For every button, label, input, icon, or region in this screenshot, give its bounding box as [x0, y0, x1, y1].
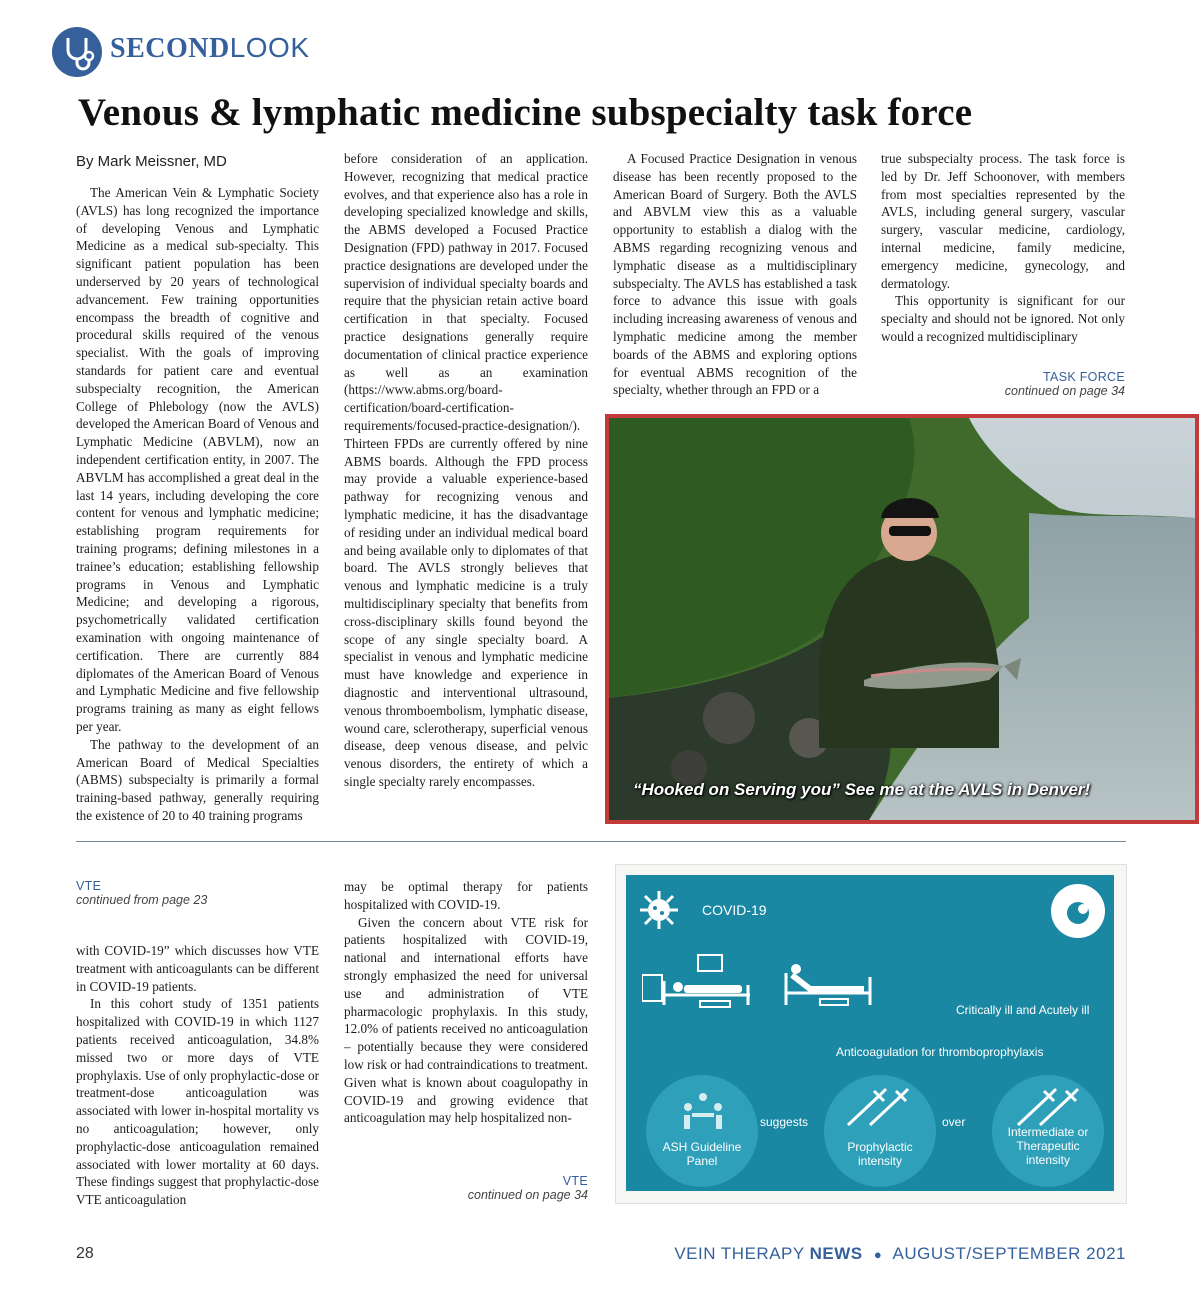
article-paragraph: true subspecialty process. The task force is led by Dr. Jeff Schoonover, with members from most specialties represented by the AVLS, including general surgery, vascular surgery, vascular medicine, cardiology, internal medicine, family medicine, emergency medicine, gynecology, and dermatology.	[881, 151, 1125, 291]
jump-text: continued on page 34	[1004, 384, 1125, 398]
article-paragraph: with COVID-19” which discusses how VTE treatment with anticoagulants can be different in COVID-19 patients.	[76, 943, 319, 994]
byline: By Mark Meissner, MD	[76, 153, 227, 170]
issue-date: AUGUST/SEPTEMBER 2021	[892, 1244, 1126, 1263]
section-label-light: LOOK	[229, 32, 310, 63]
recommendation-label: Anticoagulation for thromboprophylaxis	[836, 1045, 1044, 1059]
section-label-bold: SECOND	[110, 33, 230, 64]
fishing-photo	[605, 414, 1199, 824]
infographic-title: COVID-19	[702, 902, 767, 918]
article-paragraph: before consideration of an application. However, recognizing that medical practice evolves, and that experience also has a role in developing specialized knowledge and skills, the ABMS developed a Focused Practice Designation (FPD) pathway in 2017. Focused practice designations are developed under the supervision of individual specialty boards and require that the physician retain active board certification in that specialty. Focused practice designations generally require documentation of clinical practice experience as well as an examination (https://www.abms.org/board-certification/board-certification-requirements/focused-practice-designation/). Thirteen FPDs are currently offered by nine ABMS boards. Although the FPD process may provide a valuable experience-based pathway for recognizing venous and lymphatic medicine, it has the disadvantage of residing under an individual medical board and being available only to diplomates of that board. The AVLS strongly believes that venous and lymphatic medicine is a truly multidisciplinary specialty that benefits from cross-disciplinary skills found beyond the scope of any single specialty board. A specialist in venous and lymphatic medicine must have knowledge and experience in diagnostic and interventional ultrasound, venous thromboembolism, lymphatic disease, wound care, sclerotherapy, superficial venous disease, deep venous disease, and pelvic venous disorders, the entirety of which a single specialty rarely encompasses.	[344, 151, 588, 789]
panel-label: ASH Guideline Panel	[662, 1140, 742, 1168]
stethoscope-logo-icon	[52, 27, 102, 77]
article-paragraph: The American Vein & Lymphatic Society (AVLS) has long recognized the importance of developing Venous and Lymphatic Medicine as a medical sub-specialty. This significant patient population has been underserved by 20 years of technological advancement. Few training opportunities encompass the breadth of cognitive and procedural skills required of the venous specialist. With the goals of improving standards for patient care and eventual subspecialty recognition, the American College of Phlebology (now the AVLS) developed the American Board of Venous and Lymphatic Medicine (ABVLM), now an independent certification entity, in 2007. The ABVLM has accomplished a great deal in the last 14 years, including developing the core content for venous and lymphatic medicine; establishing program requirements for training programs; defining milestones in a trainee’s education; establishing fellowship programs in Venous and Lymphatic Medicine; and developing a rigorous, psychometrically validated certification examination with ongoing maintenance of certification. There are currently 884 diplomates of the American Board of Venous and Lymphatic Medicine and five fellowship programs training as many as eight fellows per year.	[76, 185, 319, 734]
jump-label: TASK FORCE	[1043, 370, 1125, 384]
article-column-2	[344, 150, 588, 830]
publication-name: VEIN THERAPY	[674, 1244, 810, 1263]
publication-footer	[674, 1244, 1126, 1264]
hospital-bed-icon	[642, 951, 752, 1016]
jump-text: continued from page 23	[76, 893, 208, 907]
vte-from-jump[interactable]	[76, 879, 207, 907]
option-b-label: Intermediate or Therapeutic intensity	[1007, 1125, 1089, 1167]
panel-meeting-icon	[678, 1091, 728, 1136]
section-divider	[76, 841, 1126, 842]
headline: Venous & lymphatic medicine subspecialty task force	[78, 91, 973, 134]
publication-name-bold: NEWS	[809, 1244, 863, 1263]
vte-column-2	[344, 878, 588, 1148]
article-paragraph: A Focused Practice Designation in venous disease has been recently proposed to the American Board of Surgery. Both the AVLS and ABVLM view this as a valuable opportunity to establish a dialog with the ABMS regarding recognizing venous and lymphatic disease as a multidisciplinary subspecialty. The AVLS has established a task force to advance this issue with goals including increasing awareness of venous and lymphatic medicine among the member boards of the ABMS and exploring options for eventual ABMS recognition of the specialty, whether through an FPD or a	[613, 151, 857, 398]
article-paragraph: Given the concern about VTE risk for patients hospitalized with COVID-19, national and international efforts have strongly emphasized the need for universal use and administration of VTE pharmacologic prophylaxis. In this study, 12.0% of patients received no anticoagulation – potentially because they were considered low risk or had contraindications to treatment. Given what is known about coagulopathy in COVID-19 and growing evidence that anticoagulation may help hospitalized non-	[344, 914, 588, 1126]
covid-infographic	[626, 875, 1114, 1191]
over-label: over	[942, 1115, 966, 1129]
article-paragraph: In this cohort study of 1351 patients hospitalized with COVID-19 in which 1127 patients received anticoagulation, 34.8% missed two or more days of VTE prophylaxis. Use of only prophylactic-dose or treatment-dose anticoagulation was associated with lower in-hospital mortality vs no anticoagulation; however, only prophylactic-dose anticoagulation remained associated with lower mortality at 60 days. These findings suggest that prophylactic-dose VTE anticoagulation	[76, 996, 319, 1207]
syringe-icon	[844, 1081, 916, 1134]
article-paragraph: may be optimal therapy for patients hospitalized with COVID-19.	[344, 879, 588, 912]
inclined-bed-icon	[784, 953, 874, 1016]
article-column-1	[76, 184, 319, 829]
virus-icon	[638, 889, 680, 936]
suggests-label: suggests	[760, 1115, 809, 1129]
vte-column-1	[76, 942, 319, 1207]
jump-label: VTE	[562, 1174, 588, 1188]
task-force-jump[interactable]	[1005, 370, 1125, 398]
article-column-3	[613, 150, 857, 400]
jump-label: VTE	[76, 879, 102, 893]
photo-caption: “Hooked on Serving you” See me at the AVLS in Denver!	[633, 780, 1091, 799]
footer-bullet: ●	[873, 1247, 883, 1262]
patients-label: Critically ill and Acutely ill	[956, 1003, 1090, 1017]
article-column-4	[881, 150, 1125, 350]
covid-infographic-frame	[615, 864, 1127, 1204]
article-paragraph: This opportunity is significant for our specialty and should not be ignored. Not only would a recognized multidisciplinary	[881, 293, 1125, 344]
page-number: 28	[76, 1245, 94, 1262]
article-paragraph: The pathway to the development of an American Board of Medical Specialties (ABMS) subspecialty is primarily a formal training-based pathway, generally requiring the existence of 20 to 40 training programs	[76, 736, 319, 823]
jump-text: continued on page 34	[467, 1188, 588, 1202]
vte-to-jump[interactable]	[468, 1174, 588, 1202]
option-a-label: Prophylactic intensity	[847, 1140, 913, 1168]
section-label	[110, 32, 310, 65]
ash-badge	[1050, 883, 1106, 944]
